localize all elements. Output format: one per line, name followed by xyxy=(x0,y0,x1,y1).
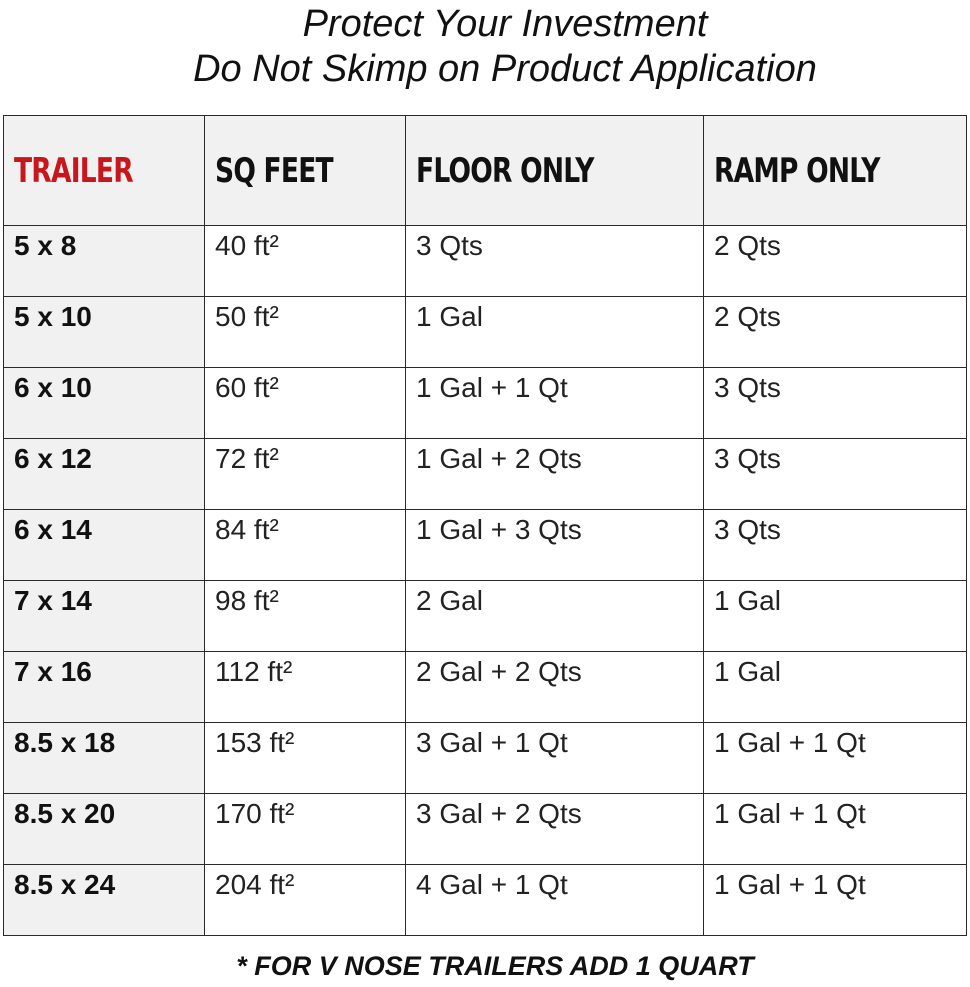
ramp-only-cell: 1 Gal + 1 Qt xyxy=(704,723,967,794)
column-header-label: FLOOR ONLY xyxy=(416,150,594,191)
sq-feet-cell: 98 ft² xyxy=(205,581,406,652)
floor-only-cell: 1 Gal + 3 Qts xyxy=(406,510,704,581)
floor-only-cell: 1 Gal + 2 Qts xyxy=(406,439,704,510)
trailer-size-cell: 8.5 x 24 xyxy=(4,865,205,936)
trailer-size-cell: 6 x 12 xyxy=(4,439,205,510)
coverage-table xyxy=(3,115,967,936)
trailer-size-cell: 6 x 14 xyxy=(4,510,205,581)
sq-feet-cell: 153 ft² xyxy=(205,723,406,794)
ramp-only-cell: 3 Qts xyxy=(704,510,967,581)
table-body xyxy=(4,226,967,936)
trailer-size-cell: 7 x 16 xyxy=(4,652,205,723)
table-row xyxy=(4,652,967,723)
v-nose-footnote: * FOR V NOSE TRAILERS ADD 1 QUART xyxy=(236,951,754,981)
trailer-size-cell: 8.5 x 20 xyxy=(4,794,205,865)
sq-feet-cell: 84 ft² xyxy=(205,510,406,581)
ramp-only-cell: 1 Gal xyxy=(704,652,967,723)
table-row xyxy=(4,581,967,652)
trailer-size-cell: 7 x 14 xyxy=(4,581,205,652)
table-header xyxy=(4,116,967,226)
sq-feet-cell: 170 ft² xyxy=(205,794,406,865)
floor-only-cell: 3 Qts xyxy=(406,226,704,297)
floor-only-cell: 2 Gal + 2 Qts xyxy=(406,652,704,723)
sq-feet-cell: 50 ft² xyxy=(205,297,406,368)
sq-feet-cell: 60 ft² xyxy=(205,368,406,439)
floor-only-cell: 1 Gal + 1 Qt xyxy=(406,368,704,439)
header-row xyxy=(4,116,967,226)
table-row xyxy=(4,510,967,581)
trailer-size-cell: 6 x 10 xyxy=(4,368,205,439)
column-header-floor-only xyxy=(406,116,704,226)
ramp-only-cell: 2 Qts xyxy=(704,226,967,297)
table-row xyxy=(4,794,967,865)
sq-feet-cell: 40 ft² xyxy=(205,226,406,297)
table-row xyxy=(4,723,967,794)
page-subtitle: Do Not Skimp on Product Application xyxy=(193,48,817,90)
table-row xyxy=(4,297,967,368)
table-row xyxy=(4,368,967,439)
column-header-sq-feet xyxy=(205,116,406,226)
trailer-size-cell: 5 x 8 xyxy=(4,226,205,297)
column-header-ramp-only xyxy=(704,116,967,226)
column-header-trailer xyxy=(4,116,205,226)
ramp-only-cell: 2 Qts xyxy=(704,297,967,368)
column-header-label: TRAILER xyxy=(14,150,133,191)
trailer-size-cell: 8.5 x 18 xyxy=(4,723,205,794)
sq-feet-cell: 204 ft² xyxy=(205,865,406,936)
trailer-size-cell: 5 x 10 xyxy=(4,297,205,368)
sq-feet-cell: 112 ft² xyxy=(205,652,406,723)
floor-only-cell: 2 Gal xyxy=(406,581,704,652)
table-row xyxy=(4,439,967,510)
floor-only-cell: 3 Gal + 1 Qt xyxy=(406,723,704,794)
table-row xyxy=(4,226,967,297)
ramp-only-cell: 1 Gal xyxy=(704,581,967,652)
sq-feet-cell: 72 ft² xyxy=(205,439,406,510)
column-header-label: RAMP ONLY xyxy=(714,150,880,191)
floor-only-cell: 3 Gal + 2 Qts xyxy=(406,794,704,865)
ramp-only-cell: 3 Qts xyxy=(704,368,967,439)
floor-only-cell: 1 Gal xyxy=(406,297,704,368)
floor-only-cell: 4 Gal + 1 Qt xyxy=(406,865,704,936)
ramp-only-cell: 3 Qts xyxy=(704,439,967,510)
ramp-only-cell: 1 Gal + 1 Qt xyxy=(704,794,967,865)
page-title: Protect Your Investment xyxy=(302,3,708,45)
column-header-label: SQ FEET xyxy=(215,150,333,191)
ramp-only-cell: 1 Gal + 1 Qt xyxy=(704,865,967,936)
table-row xyxy=(4,865,967,936)
